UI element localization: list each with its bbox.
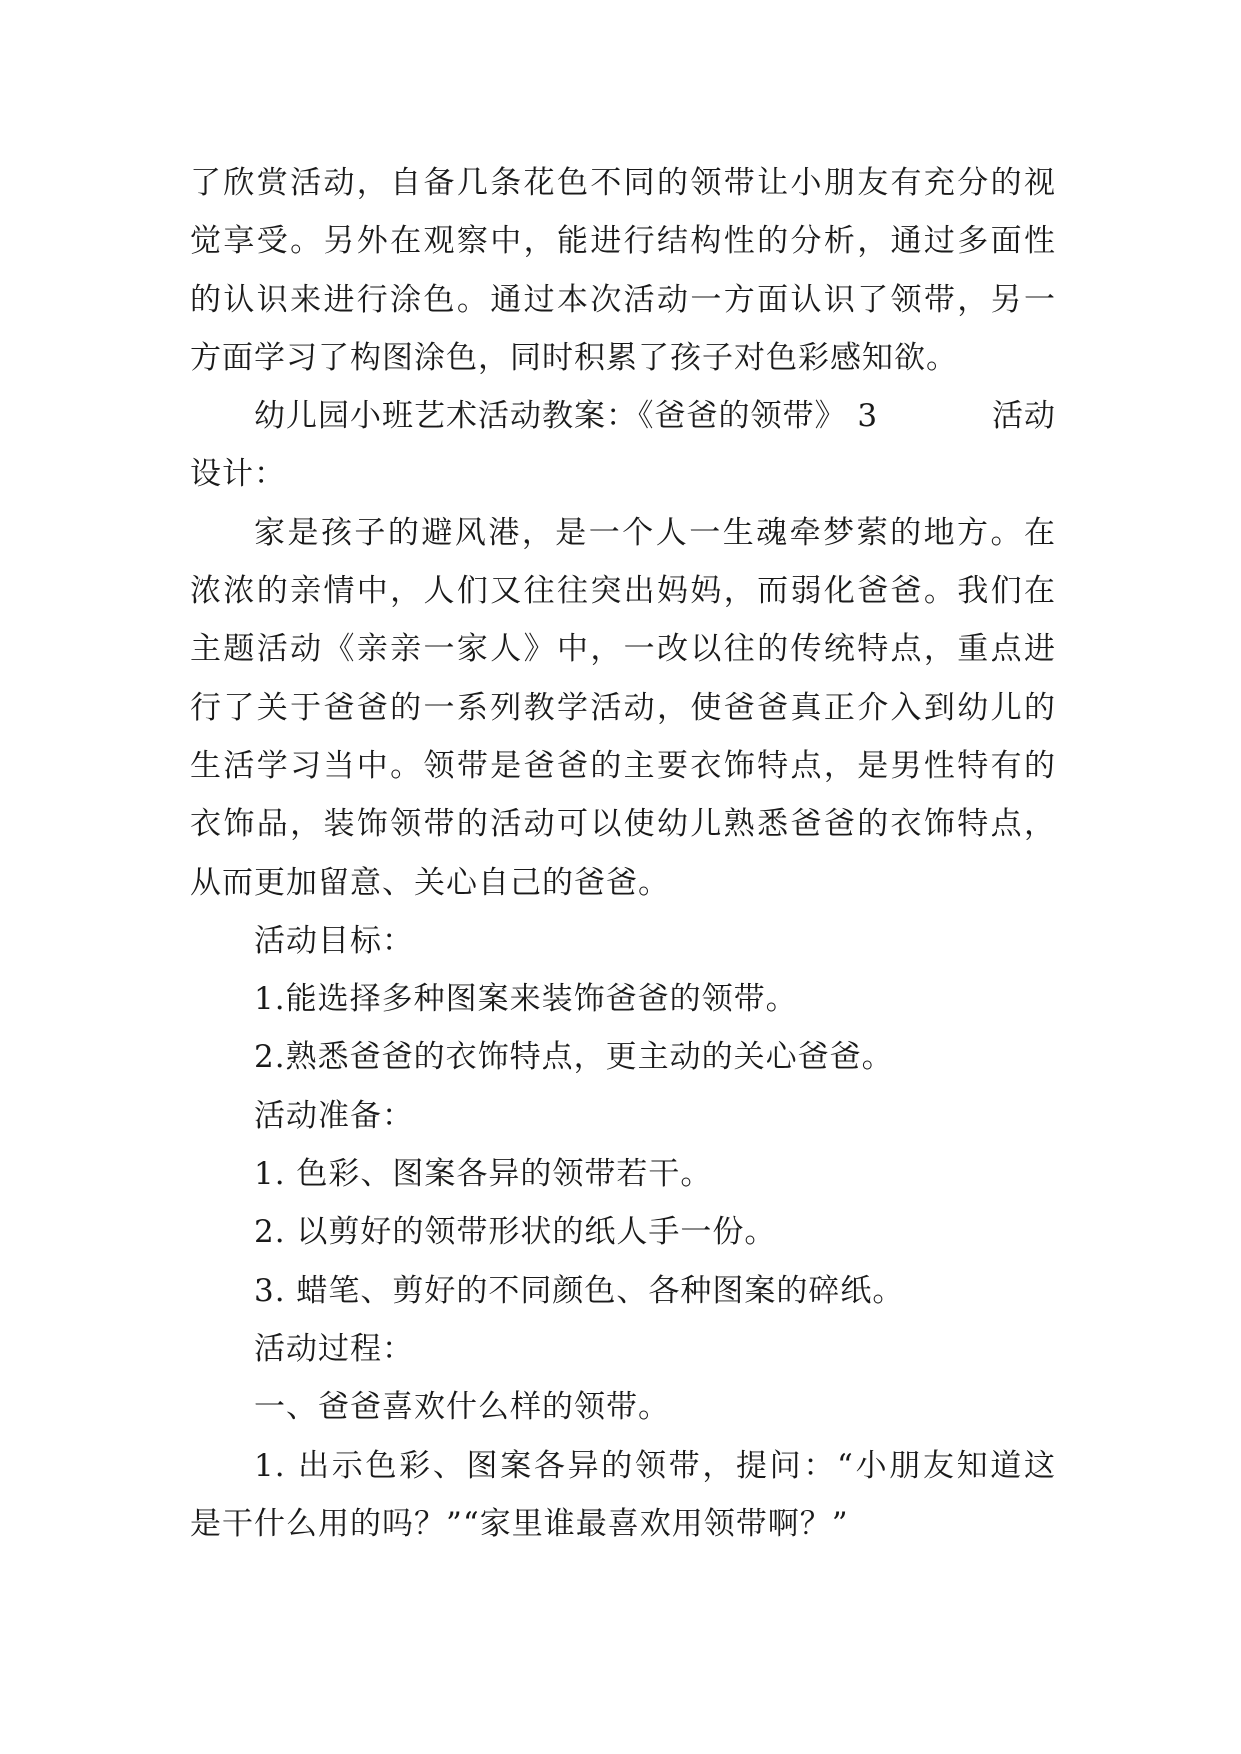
text-line: 从而更加留意、关心自己的爸爸。 bbox=[190, 864, 670, 901]
text-line: 浓浓的亲情中，人们又往往突出妈妈，而弱化爸爸。我们在 bbox=[190, 573, 1056, 610]
subheading-preparation: 活动准备： bbox=[254, 1097, 414, 1134]
list-item: 1. 色彩、图案各异的领带若干。 bbox=[254, 1156, 713, 1193]
subheading-process: 活动过程： bbox=[254, 1330, 414, 1367]
section-heading bbox=[190, 387, 1056, 445]
section-heading-continuation: 设计： bbox=[190, 456, 286, 493]
subheading-goals: 活动目标： bbox=[254, 922, 414, 959]
text-line: 主题活动《亲亲一家人》中，一改以往的传统特点，重点进 bbox=[190, 631, 1056, 668]
text-line: 觉享受。另外在观察中，能进行结构性的分析，通过多面性 bbox=[190, 223, 1056, 260]
list-item: 一、爸爸喜欢什么样的领带。 bbox=[254, 1389, 670, 1426]
text-line: 生活学习当中。领带是爸爸的主要衣饰特点，是男性特有的 bbox=[190, 747, 1056, 784]
text-line: 家是孩子的避风港，是一个人一生魂牵梦萦的地方。在 bbox=[254, 514, 1056, 551]
document-body bbox=[190, 154, 1056, 1553]
list-item: 1. 出示色彩、图案各异的领带，提问：“小朋友知道这 bbox=[254, 1447, 1056, 1484]
text-line: 方面学习了构图涂色，同时积累了孩子对色彩感知欲。 bbox=[190, 339, 958, 376]
text-line: 了欣赏活动，自备几条花色不同的领带让小朋友有充分的视 bbox=[190, 165, 1056, 201]
text-line: 衣饰品，装饰领带的活动可以使幼儿熟悉爸爸的衣饰特点， bbox=[190, 806, 1056, 843]
list-item: 2.熟悉爸爸的衣饰特点，更主动的关心爸爸。 bbox=[254, 1039, 894, 1076]
text-line: 是干什么用的吗？”“家里谁最喜欢用领带啊？” bbox=[190, 1505, 849, 1542]
section-heading-tail: 活动 bbox=[992, 398, 1056, 435]
section-heading-title: 幼儿园小班艺术活动教案：《爸爸的领带》 3 bbox=[254, 398, 879, 435]
text-line: 的认识来进行涂色。通过本次活动一方面认识了领带，另一 bbox=[190, 281, 1056, 318]
text-line: 行了关于爸爸的一系列教学活动，使爸爸真正介入到幼儿的 bbox=[190, 689, 1056, 726]
list-item: 2. 以剪好的领带形状的纸人手一份。 bbox=[254, 1214, 777, 1251]
list-item: 1.能选择多种图案来装饰爸爸的领带。 bbox=[254, 981, 798, 1018]
list-item: 3. 蜡笔、剪好的不同颜色、各种图案的碎纸。 bbox=[254, 1272, 905, 1309]
